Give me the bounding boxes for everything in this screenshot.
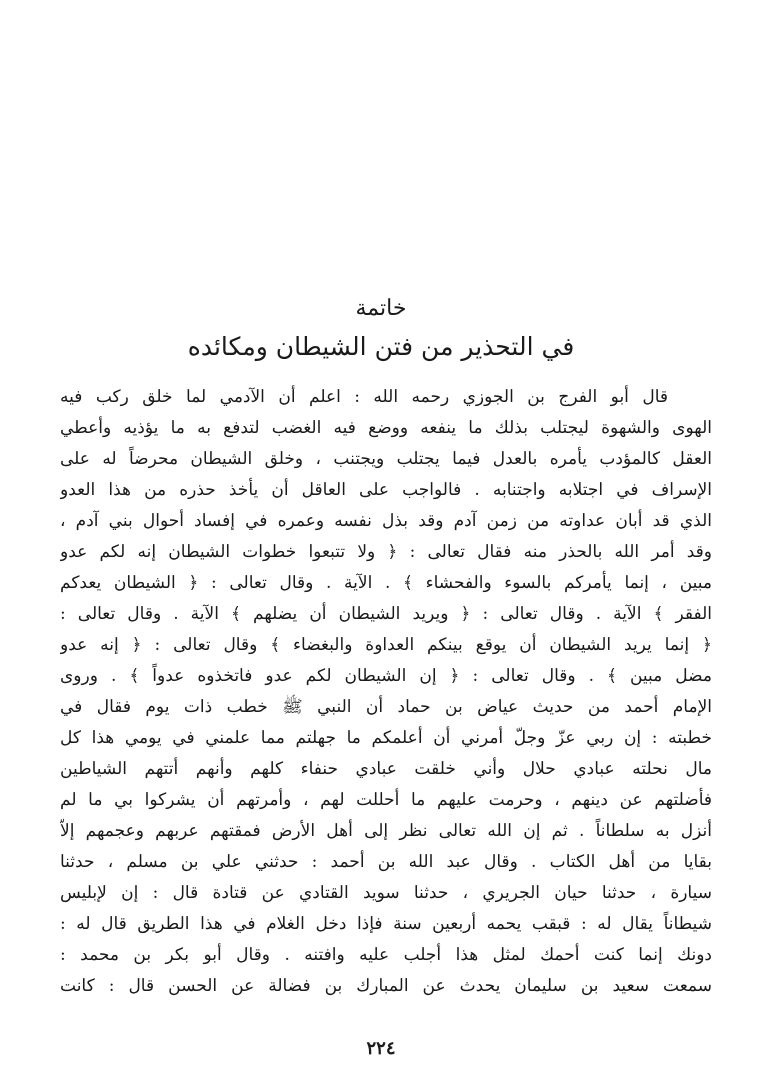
text-line: قال أبو الفرج بن الجوزي رحمه الله : اعلم أن الآدمي لما خلق ركب فيه [60,387,668,407]
text-line: دونك إنما كنت أحمك لمثل هذا أجلب عليه وافتنه . وقال أبو بكر بن محمد : [60,945,712,965]
text-line: الإمام أحمد من حديث عياض بن حماد أن النبي ﷺ خطب ذات يوم فقال في [60,697,712,717]
body-text [60,382,712,1002]
text-line: سمعت سعيد بن سليمان يحدث عن المبارك بن فضالة عن الحسن قال : كانت [60,976,712,996]
text-line: وقد أمر الله بالحذر منه فقال تعالى : ﴿ ولا تتبعوا خطوات الشيطان إنه لكم عدو [60,542,712,562]
page-number: ٢٢٤ [366,1038,396,1059]
chapter-title: خاتمة [355,296,407,321]
text-line: سيارة ، حدثنا حيان الجريري ، حدثنا سويد القتادي عن قتادة قال : إن لإبليس [60,883,712,903]
text-line: مضل مبين ﴾ . وقال تعالى : ﴿ إن الشيطان لكم عدو فاتخذوه عدواً ﴾ . وروى [60,666,712,686]
text-line: العقل كالمؤدب يأمره بالعدل فيما يجتلب ويجتنب ، وخلق الشيطان محرضاً له على [60,449,712,469]
text-line: الإسراف في اجتلابه واجتنابه . فالواجب على العاقل أن يأخذ حذره من هذا العدو [60,480,712,500]
text-line: ﴿ إنما يريد الشيطان أن يوقع بينكم العداوة والبغضاء ﴾ وقال تعالى : ﴿ إنه عدو [60,635,712,655]
text-line: فأضلتهم عن دينهم ، وحرمت عليهم ما أحللت لهم ، وأمرتهم أن يشركوا بي ما لم [60,790,712,810]
text-line: الهوى والشهوة ليجتلب بذلك ما ينفعه ووضع فيه الغضب لتدفع به ما يؤذيه وأعطي [60,418,712,438]
text-line: الفقر ﴾ الآية . وقال تعالى : ﴿ ويريد الشيطان أن يضلهم ﴾ الآية . وقال تعالى : [60,604,712,624]
text-line: بقايا من أهل الكتاب . وقال عبد الله بن أحمد : حدثني علي بن مسلم ، حدثنا [60,852,712,872]
text-line: خطبته : إن ربي عزّ وجلّ أمرني أن أعلمكم ما جهلتم مما علمني في يومي هذا كل [60,728,712,748]
chapter-subtitle: في التحذير من فتن الشيطان ومكائده [187,332,575,361]
text-line: مال نحلته عبادي حلال وأني خلقت عبادي حنفاء كلهم وأنهم أتتهم الشياطين [60,759,712,779]
text-line: الذي قد أبان عداوته من زمن آدم وقد بذل نفسه وعمره في إفساد أحوال بني آدم ، [60,511,712,531]
text-line: مبين ، إنما يأمركم بالسوء والفحشاء ﴾ . الآية . وقال تعالى : ﴿ الشيطان يعدكم [60,573,712,593]
text-line: شيطاناً يقال له : قبقب يحمه أربعين سنة فإذا دخل الغلام في هذا الطريق قال له : [60,914,712,934]
text-line: أنزل به سلطاناً . ثم إن الله تعالى نظر إلى أهل الأرض فمقتهم عربهم وعجمهم إلاّ [60,821,712,841]
